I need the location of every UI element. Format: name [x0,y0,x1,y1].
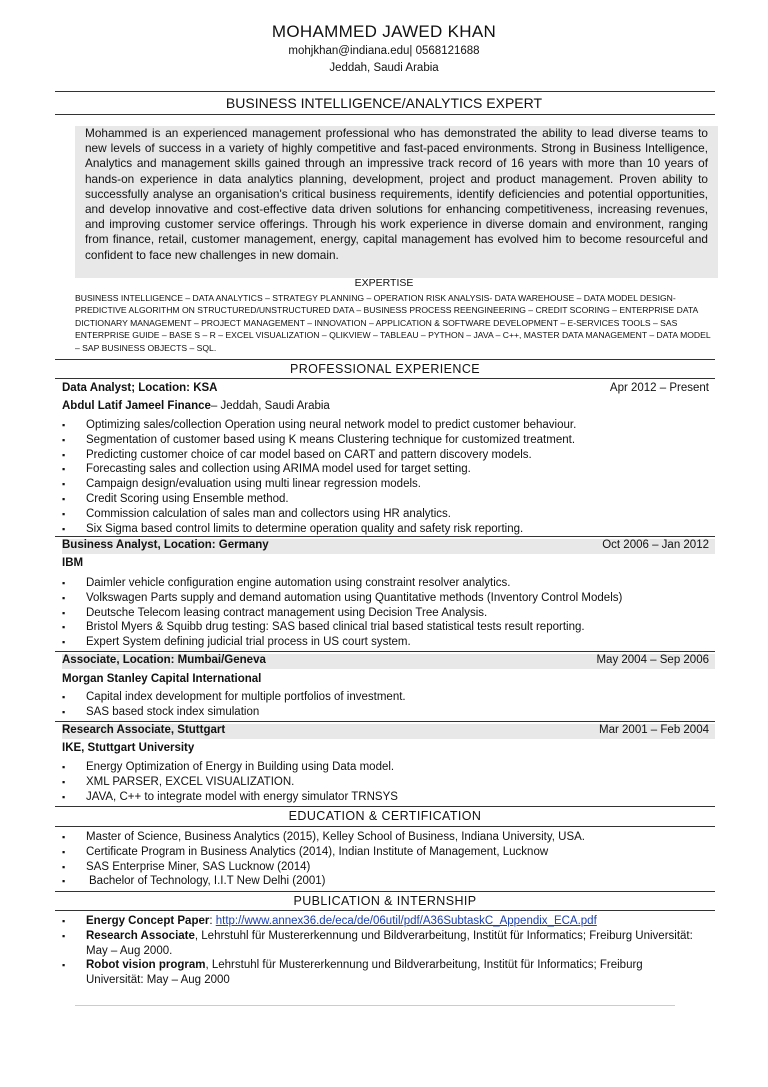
bullet-icon: ▪ [62,420,66,430]
list-item: ▪ Optimizing sales/collection Operation using neural network model to predict customer behaviour. [62,419,577,431]
bullet-icon: ▪ [62,692,66,702]
divider [55,806,715,807]
job-bullets [62,418,702,536]
list-item: ▪ Robot vision program, Lehrstuhl für Mustererkennung und Bildverarbeitung, Institüt für Informatics; Freiburg Universität: May – Aug 2000 [62,959,643,987]
company-line [62,673,261,685]
job-bullets [62,576,702,650]
list-item: ▪ Energy Concept Paper: http://www.annex36.de/eca/de/06util/pdf/A36SubtaskC_Appendix_ECA.pdf [62,915,597,927]
job-title: Research Associate, Stuttgart [62,724,226,736]
company-name: IBM [62,557,84,569]
job-bullets [62,760,702,804]
job-title: Business Analyst, Location: Germany [62,539,269,551]
education-list [62,830,702,889]
bullet-icon: ▪ [62,508,66,519]
headline: BUSINESS INTELLIGENCE/ANALYTICS EXPERT [225,95,543,111]
list-item: ▪ Master of Science, Business Analytics (2015), Kelley School of Business, Indiana University, USA. [62,831,585,843]
divider [55,721,715,722]
bullet-icon: ▪ [62,706,66,717]
list-item: ▪ Volkswagen Parts supply and demand automation using Quantitative methods (Inventory Control Models) [62,591,623,604]
company-name: IKE, Stuttgart University [62,742,195,754]
bullet-icon: ▪ [62,776,66,787]
company-location: – Jeddah, Saudi Arabia [210,400,330,412]
bullet-icon: ▪ [62,832,66,842]
job-title: Associate, Location: Mumbai/Geneva [62,654,266,666]
company-line [62,742,194,754]
list-item: ▪ Commission calculation of sales man and collectors using HR analytics. [62,507,451,520]
expertise-list: BUSINESS INTELLIGENCE – DATA ANALYTICS – STRATEGY PLANNING – OPERATION RISK ANALYSIS- DATA WAREHOUSE – DATA MODEL DESIGN-PREDICTIVE ALGORITHM ON STRUCTURED/UNSTRUCTURED DATA – BUSINESS PROCESS REENGINEERING – CREDIT SCORING – ENTERPRISE DATA DICTIONARY MANAGEMENT – PROJECT MANAGEMENT – INNOVATION – APPLICATION & SOFTWARE DEVELOPMENT – E-SERVICES TOOLS – SAS ENTERPRISE GUIDE – BASE S – R – EXCEL VISUALIZATION – QLIKVIEW – TABLEAU – PYTHON – JAVA – C++, MASTER DATA MANAGEMENT – DATA MODEL – SAP BUSINESS OBJECTS – SQL. [75,293,711,353]
list-item: ▪ Expert System defining judicial trial process in US court system. [62,636,411,649]
job-bullets [62,690,702,720]
list-item: ▪ XML PARSER, EXCEL VISUALIZATION. [62,775,295,788]
list-item: ▪ Research Associate, Lehrstuhl für Mustererkennung und Bildverarbeitung, Institüt für Informatics; Freiburg Universität: May – Aug 2000. [62,929,693,957]
company-line [62,557,83,569]
job-dates: Mar 2001 – Feb 2004 [599,724,709,736]
divider [55,378,715,379]
job-header [62,654,715,669]
divider [55,91,715,92]
job-header [62,724,715,739]
bullet-icon: ▪ [62,861,66,872]
list-item: ▪ Certificate Program in Business Analytics (2014), Indian Institute of Management, Lucknow [62,845,549,858]
bullet-icon: ▪ [62,930,66,941]
expertise-heading: EXPERTISE [354,277,414,289]
bullet-icon: ▪ [62,479,66,490]
list-item: ▪ SAS based stock index simulation [62,705,260,718]
list-item: ▪ JAVA, C++ to integrate model with energy simulator TRNSYS [62,790,398,803]
company-name: Abdul Latif Jameel Finance [62,400,211,412]
list-item: ▪ Bachelor of Technology, I.I.T New Delhi (2001) [62,875,326,888]
list-item: ▪ Bristol Myers & Squibb drug testing: SAS based clinical trial based statistical tests result reporting. [62,621,585,634]
bullet-icon: ▪ [62,607,66,618]
section-title-education: EDUCATION & CERTIFICATION [288,809,482,823]
divider [55,359,715,360]
divider [55,651,715,652]
list-item: ▪ Forecasting sales and collection using ARIMA model used for target setting. [62,463,471,476]
bullet-icon: ▪ [62,791,66,802]
paper-link[interactable]: http://www.annex36.de/eca/de/06util/pdf/A36SubtaskC_Appendix_ECA.pdf [215,915,597,927]
list-item: ▪ Capital index development for multiple portfolios of investment. [62,691,406,703]
bullet-icon: ▪ [62,523,66,534]
list-item: ▪ Campaign design/evaluation using multi linear regression models. [62,478,421,491]
job-header [62,539,715,554]
list-item: ▪ Predicting customer choice of car model based on CART and pattern discovery models. [62,448,532,461]
bullet-icon: ▪ [62,637,66,648]
bullet-icon: ▪ [62,449,66,460]
list-item: ▪ Six Sigma based control limits to determine operation quality and safety risk reporting. [62,522,524,535]
job-dates: Apr 2012 – Present [609,382,709,394]
company-name: Morgan Stanley Capital International [62,673,262,685]
bullet-icon: ▪ [62,493,66,504]
bullet-icon: ▪ [62,592,66,603]
bullet-icon: ▪ [62,876,66,887]
bullet-icon: ▪ [62,762,66,772]
section-title-publication: PUBLICATION & INTERNSHIP [293,894,477,908]
list-item: ▪ Daimler vehicle configuration engine automation using constraint resolver analytics. [62,577,511,589]
list-item: ▪ Energy Optimization of Energy in Building using Data model. [62,761,395,773]
list-item: ▪ Credit Scoring using Ensemble method. [62,492,289,505]
section-title-experience: PROFESSIONAL EXPERIENCE [289,362,481,376]
location-line: Jeddah, Saudi Arabia [329,62,439,74]
summary-paragraph: Mohammed is an experienced management professional who has demonstrated the ability to lead diverse teams to new levels of success in a variety of highly competitive and fast-paced environments. Strong in Business Intelligence, Analytics and management skills gained through an impressive track record of 16 years with more than 10 years of hands-on experience in data analytics planning, development, project and product management. Proven ability to successfully analyse an organisation's critical business requirements, identify deficiencies and potential opportunities, and develop innovative and cost-effective data driven solutions for enhancing competitiveness, increasing revenues, and improving customer service offerings. Through his work experience in diverse domain and environment, ranging from finance, retail, customer management, energy, capital management has evolved him to become resourceful and confident to face new challenges in new domain. [75,126,718,278]
publication-list [62,914,702,988]
footer-divider [75,1005,675,1006]
bullet-icon: ▪ [62,578,66,588]
divider [55,826,715,827]
divider [55,910,715,911]
bullet-icon: ▪ [62,846,66,857]
company-line [62,400,330,412]
job-header [62,382,715,397]
contact-line: mohjkhan@indiana.edu| 0568121688 [288,45,480,57]
job-title: Data Analyst; Location: KSA [62,382,218,394]
bullet-icon: ▪ [62,916,66,926]
bullet-icon: ▪ [62,622,66,633]
job-dates: Oct 2006 – Jan 2012 [602,539,709,551]
list-item: ▪ SAS Enterprise Miner, SAS Lucknow (2014) [62,860,311,873]
divider [55,536,715,537]
internship-title: Robot vision program [86,959,206,972]
bullet-icon: ▪ [62,434,66,445]
bullet-icon: ▪ [62,960,66,971]
list-item: ▪ Deutsche Telecom leasing contract management using Decision Tree Analysis. [62,606,488,619]
divider [55,114,715,115]
candidate-name: MOHAMMED JAWED KHAN [271,22,497,41]
job-dates: May 2004 – Sep 2006 [596,654,709,666]
internship-title: Research Associate [86,929,195,942]
bullet-icon: ▪ [62,464,66,475]
divider [55,891,715,892]
publication-title: Energy Concept Paper [86,915,210,927]
list-item: ▪ Segmentation of customer based using K means Clustering technique for customized treatment. [62,433,576,446]
